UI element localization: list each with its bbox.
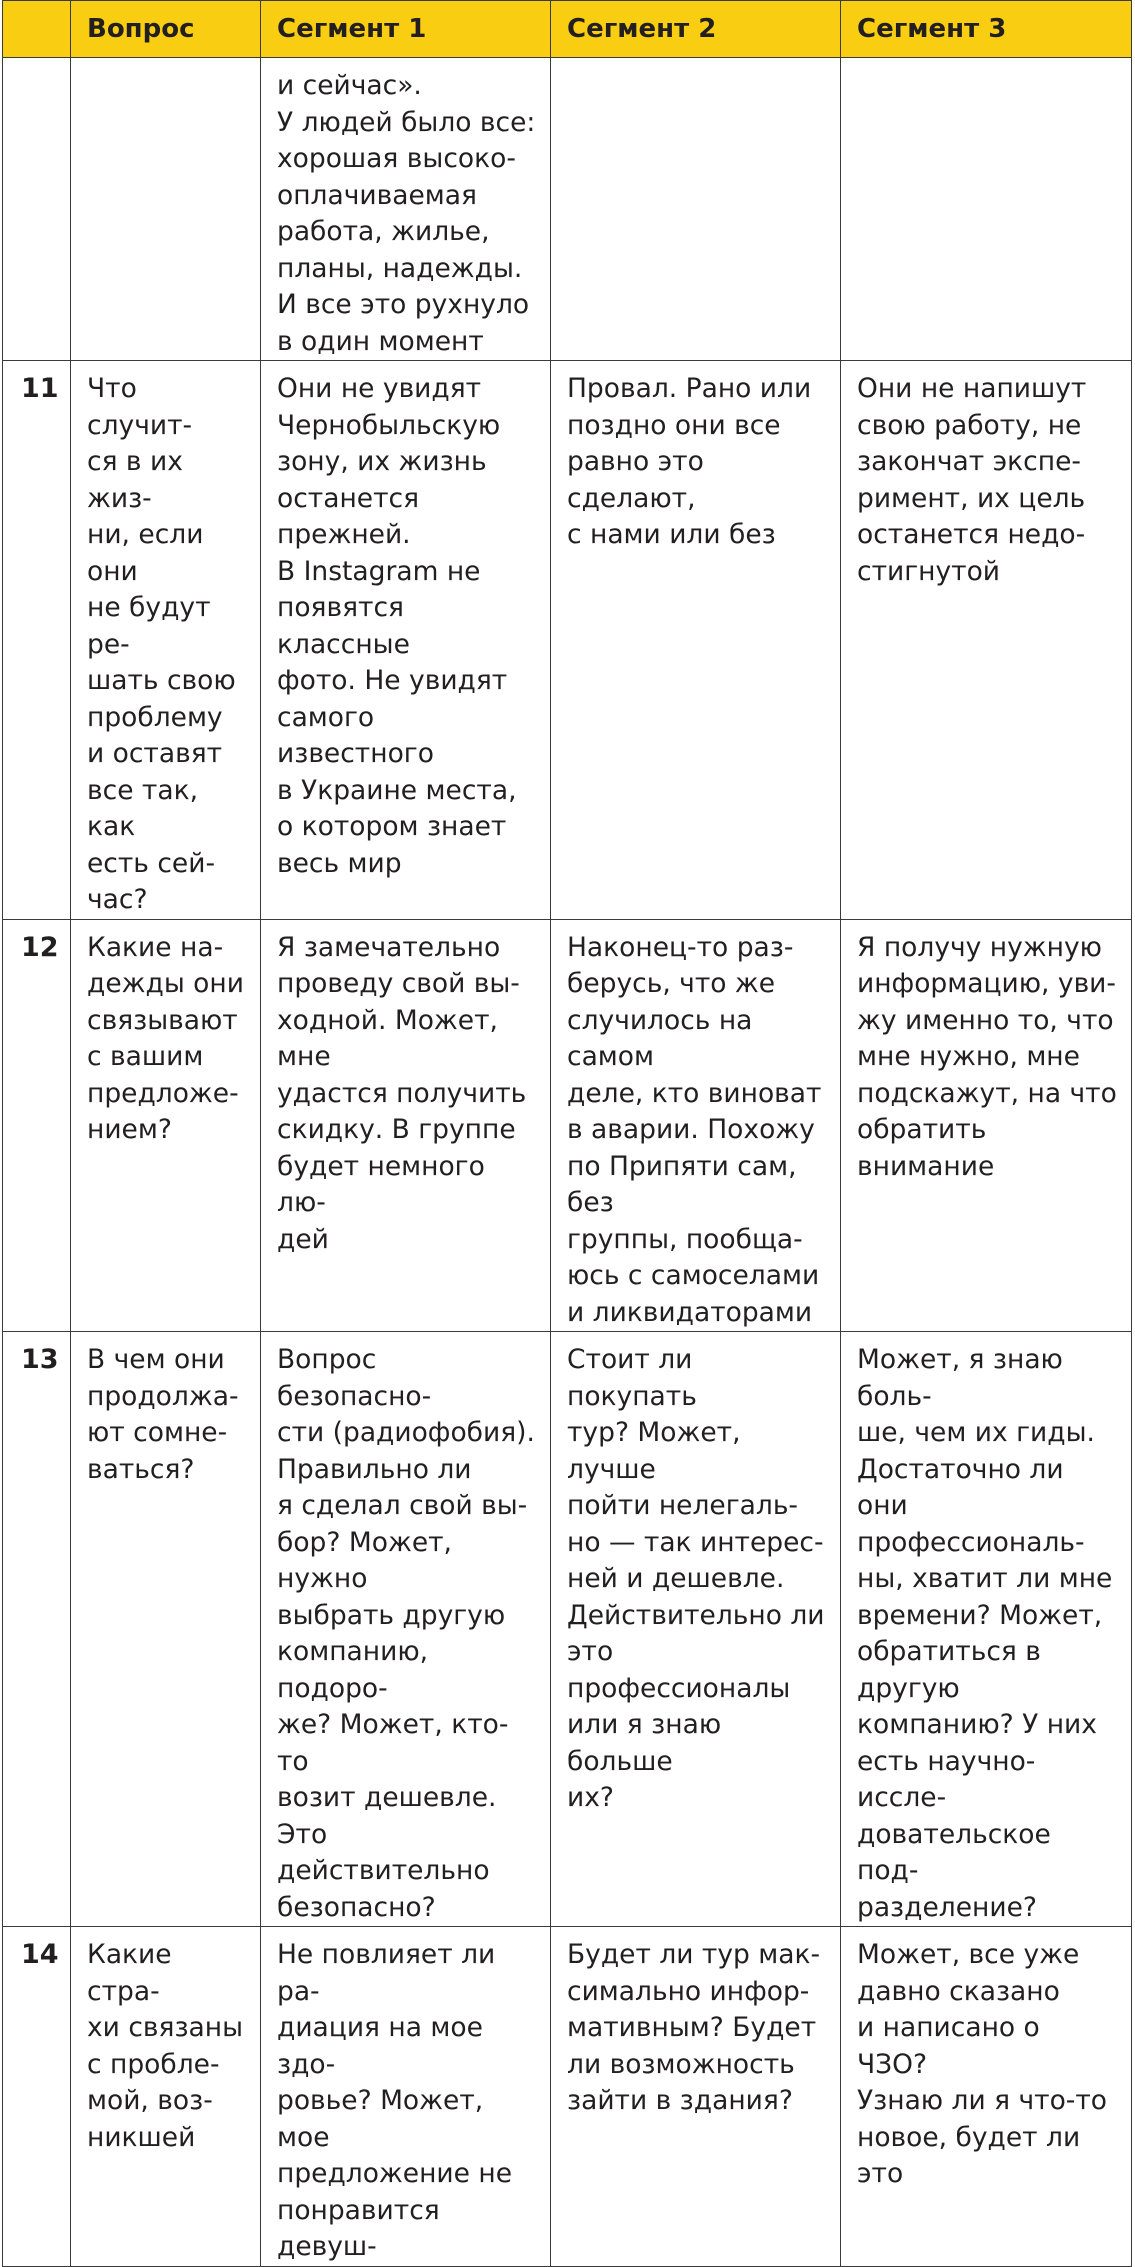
segment-1-cell: Они не увидят Чернобыльскую зону, их жизнь останется прежней. В Instagram не появятся классные фото. Не увидят самого известного в Украине места, о котором знает весь мир <box>261 361 551 920</box>
row-number: 11 <box>3 361 71 920</box>
segment-3-cell: Может, все уже давно сказано и написано о ЧЗО? Узнаю ли я что-то новое, будет ли это <box>841 1927 1132 2267</box>
table-row-12 <box>3 919 1132 1332</box>
table-row-11 <box>3 361 1132 920</box>
question-cell: Какие на- дежды они связывают с вашим предложе- нием? <box>71 919 261 1332</box>
row-number: 14 <box>3 1927 71 2267</box>
segment-2-cell: Стоит ли покупать тур? Может, лучше пойти нелегаль- но — так интерес- ней и дешевле. Действительно ли это профессионалы или я знаю больше их? <box>551 1332 841 1927</box>
segment-2-cell: Наконец-то раз- берусь, что же случилось на самом деле, кто виноват в аварии. Похожу по Припяти сам, без группы, пообща- юсь с самоселами и ликвидаторами <box>551 919 841 1332</box>
header-segment-1: Сегмент 1 <box>261 1 551 58</box>
segment-3-cell: Я получу нужную информацию, уви- жу именно то, что мне нужно, мне подскажут, на что обратить внимание <box>841 919 1132 1332</box>
question-cell: В чем они продолжа- ют сомне- ваться? <box>71 1332 261 1927</box>
row-number: 12 <box>3 919 71 1332</box>
segment-1-cell: Я замечательно проведу свой вы- ходной. Может, мне удастся получить скидку. В группе будет немного лю- дей <box>261 919 551 1332</box>
segment-2-cell: Провал. Рано или поздно они все равно это сделают, с нами или без <box>551 361 841 920</box>
segment-1-cell: и сейчас». У людей было все: хорошая высоко- оплачиваемая работа, жилье, планы, надежды. И все это рухнуло в один момент <box>261 58 551 361</box>
table-row-13 <box>3 1332 1132 1927</box>
question-cell <box>71 58 261 361</box>
table-row-continuation <box>3 58 1132 361</box>
segment-3-cell <box>841 58 1132 361</box>
header-segment-3: Сегмент 3 <box>841 1 1132 58</box>
row-number: 13 <box>3 1332 71 1927</box>
question-cell: Что случит- ся в их жиз- ни, если они не будут ре- шать свою проблему и оставят все так, как есть сей- час? <box>71 361 261 920</box>
segments-table <box>2 0 1132 2267</box>
header-segment-2: Сегмент 2 <box>551 1 841 58</box>
header-number <box>3 1 71 58</box>
segment-3-cell: Может, я знаю боль- ше, чем их гиды. Достаточно ли они профессиональ- ны, хватит ли мне времени? Может, обратиться в другую компанию? У них есть научно-иссле- довательское под- разделение? <box>841 1332 1132 1927</box>
header-question: Вопрос <box>71 1 261 58</box>
segment-2-cell: Будет ли тур мак- симально инфор- мативным? Будет ли возможность зайти в здания? <box>551 1927 841 2267</box>
row-number <box>3 58 71 361</box>
table-row-14 <box>3 1927 1132 2267</box>
segment-2-cell <box>551 58 841 361</box>
question-cell: Какие стра- хи связаны с пробле- мой, воз- никшей <box>71 1927 261 2267</box>
segment-1-cell: Вопрос безопасно- сти (радиофобия). Правильно ли я сделал свой вы- бор? Может, нужно выбрать другую компанию, подоро- же? Может, кто-то возит дешевле. Это действительно безопасно? <box>261 1332 551 1927</box>
table-header-row <box>3 1 1132 58</box>
segment-1-cell: Не повлияет ли ра- диация на мое здо- ровье? Может, мое предложение не понравится девуш- <box>261 1927 551 2267</box>
segment-3-cell: Они не напишут свою работу, не закончат экспе- римент, их цель останется недо- стигнутой <box>841 361 1132 920</box>
